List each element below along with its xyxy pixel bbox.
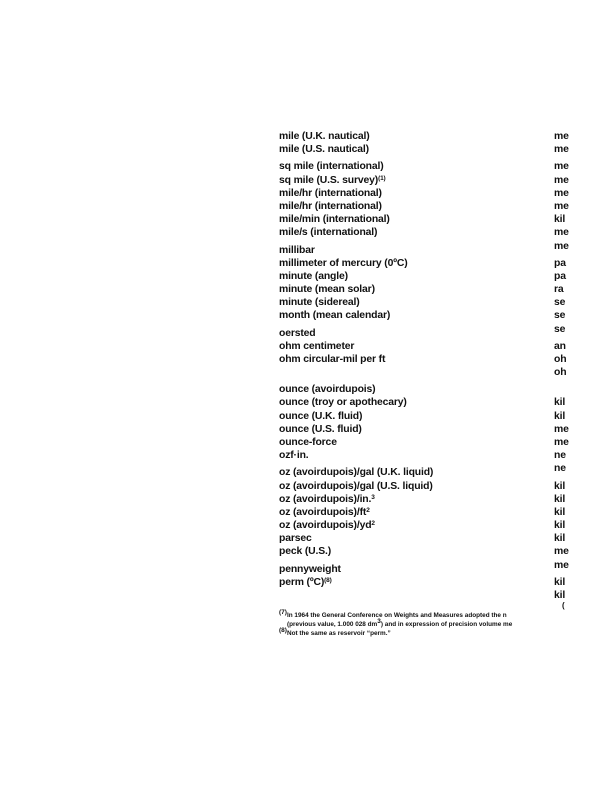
unit-row: [279, 174, 549, 187]
unit-row: [279, 519, 549, 532]
cut-off-cell: kil: [554, 533, 566, 545]
cut-off-cell: kil: [554, 493, 566, 505]
exponent: 2: [366, 506, 370, 514]
cut-off-cell: me: [554, 559, 569, 571]
footnote-marker: (8): [279, 626, 287, 634]
footnote-ref: (8): [324, 576, 332, 584]
cut-off-cell: ne: [554, 450, 566, 462]
unit-row: sq mile (international): [279, 161, 384, 173]
unit-text: sq mile (U.S. survey): [279, 174, 379, 186]
cut-off-cell: kil: [554, 520, 566, 532]
cut-off-cell: oh: [554, 367, 567, 379]
footnote-8: [279, 626, 579, 639]
footnote-text: In 1964 the General Conference on Weights and Measures adopted the n: [286, 612, 507, 619]
unit-row: [279, 493, 549, 506]
unit-row: mile/hr (international): [279, 187, 382, 199]
unit-row: millimeter of mercury (0ºC): [279, 257, 408, 269]
unit-row: ounce-force: [279, 436, 337, 448]
cut-off-cell: me: [554, 187, 569, 199]
footnote-7-continued: [279, 617, 579, 630]
unit-row: mile (U.K. nautical): [279, 131, 370, 142]
cut-off-cell: me: [554, 174, 569, 186]
cut-off-cell: me: [554, 546, 569, 558]
footnote-ref: (1): [378, 174, 386, 182]
unit-row: mile/s (international): [279, 227, 378, 239]
unit-row: [279, 576, 549, 589]
cut-off-cell: me: [554, 144, 569, 156]
unit-text: perm (ºC): [279, 576, 325, 588]
cut-off-cell: kil: [554, 590, 566, 601]
cut-off-cell: me: [554, 200, 569, 212]
unit-row: mile/min (international): [279, 214, 390, 226]
unit-row: ounce (troy or apothecary): [279, 397, 407, 409]
cut-off-mark: (: [562, 601, 565, 610]
cut-off-cell: me: [554, 423, 569, 435]
converted-unit-column: [554, 130, 614, 602]
cut-off-cell: ne: [554, 463, 566, 475]
cut-off-cell: me: [554, 131, 569, 142]
unit-row: oersted: [279, 327, 316, 339]
unit-row: minute (angle): [279, 270, 348, 282]
cut-off-cell: me: [554, 436, 569, 448]
cut-off-cell: ra: [554, 284, 564, 296]
unit-row: ounce (U.S. fluid): [279, 423, 362, 435]
unit-row: mile/hr (international): [279, 200, 382, 212]
cut-off-cell: pa: [554, 257, 566, 269]
unit-text: oz (avoirdupois)/in.: [279, 493, 372, 505]
cut-off-cell: kil: [554, 410, 566, 422]
cut-off-cell: se: [554, 297, 566, 309]
exponent: 3: [371, 493, 375, 501]
unit-row: parsec: [279, 533, 312, 545]
unit-row: peck (U.S.): [279, 546, 332, 558]
cut-off-cell: se: [554, 310, 566, 322]
unit-row: ozf·in.: [279, 450, 309, 462]
footnote-text: ) and in expression of precision volume me: [380, 620, 513, 628]
unit-row: ohm centimeter: [279, 340, 355, 352]
cut-off-cell: oh: [554, 354, 567, 365]
unit-column: [279, 130, 549, 589]
unit-row: mile (U.S. nautical): [279, 144, 369, 156]
unit-row: ohm circular-mil per ft: [279, 354, 386, 365]
cut-off-cell: kil: [554, 214, 566, 226]
unit-row: month (mean calendar): [279, 310, 391, 322]
cut-off-cell: kil: [554, 506, 566, 518]
footnote-marker: (7): [279, 609, 287, 616]
exponent: 3: [377, 617, 381, 625]
unit-row: minute (mean solar): [279, 284, 375, 296]
cut-off-cell: kil: [554, 576, 566, 588]
unit-row: oz (avoirdupois)/gal (U.S. liquid): [279, 480, 433, 492]
cut-off-cell: kil: [554, 397, 566, 409]
cut-off-cell: pa: [554, 270, 566, 282]
footnotes: [279, 609, 579, 638]
unit-row: pennyweight: [279, 563, 341, 575]
cut-off-cell: me: [554, 161, 569, 173]
unit-row: ounce (U.K. fluid): [279, 410, 363, 422]
exponent: 2: [371, 520, 375, 528]
cut-off-cell: me: [554, 240, 569, 252]
footnote-text: Not the same as reservoir “perm.”: [286, 629, 391, 637]
unit-row: [279, 506, 549, 519]
footnote-7: [279, 609, 579, 621]
unit-text: oz (avoirdupois)/yd: [279, 520, 372, 532]
unit-row: millibar: [279, 244, 315, 256]
unit-row: ounce (avoirdupois): [279, 384, 376, 396]
unit-row: oz (avoirdupois)/gal (U.K. liquid): [279, 467, 434, 479]
footnote-text: (previous value, 1.000 028 dm: [287, 620, 378, 628]
cut-off-cell: se: [554, 323, 566, 335]
cut-off-cell: kil: [554, 480, 566, 492]
unit-text: oz (avoirdupois)/ft: [279, 506, 367, 518]
unit-row: minute (sidereal): [279, 297, 360, 309]
cut-off-cell: an: [554, 340, 566, 352]
cut-off-cell: me: [554, 227, 569, 239]
